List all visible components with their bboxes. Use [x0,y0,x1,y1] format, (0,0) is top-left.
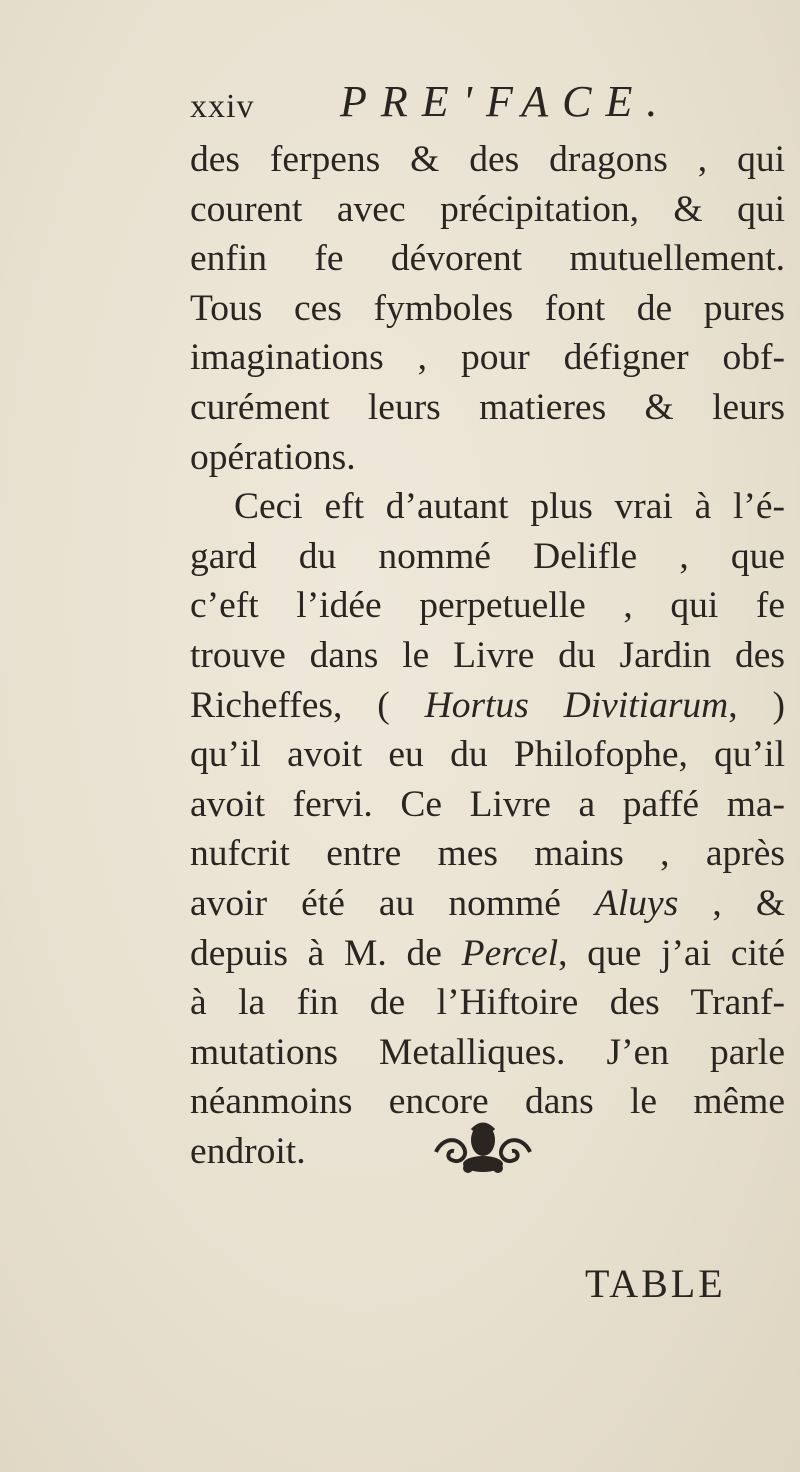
text-line: gard du nommé Delifle , que [190,535,785,577]
text-line: courent avec précipitation, & qui [190,188,785,230]
printer-ornament [428,1118,538,1178]
running-title: PRE'FACE. [340,77,672,126]
text-line: néanmoins encore dans le même [190,1081,785,1123]
page-number: xxiv [190,88,255,125]
text-line: Richeffes, ( Hortus Divitiarum, ) [190,684,785,726]
text-line: nufcrit entre mes mains , après [190,833,785,875]
text-line: à la fin de l’Hiftoire des Tranf- [190,982,785,1024]
text-line: mutations Metalliques. J’en parle [190,1031,785,1073]
text-line: Ceci eft d’autant plus vrai à l’é- [234,486,785,528]
text-line: imaginations , pour défigner obf- [190,337,785,379]
text-line: curément leurs matieres & leurs [190,386,785,428]
text-line: endroit. [190,1130,306,1172]
page-header [190,70,750,130]
text-line: c’eft l’idée perpetuelle , qui fe [190,585,785,627]
text-line: Tous ces fymboles font de pures [190,287,785,329]
text-line: enfin fe dévorent mutuellement. [190,238,785,280]
text-line: opérations. [190,436,356,478]
text-line: avoit fervi. Ce Livre a paffé ma- [190,783,785,825]
text-line: trouve dans le Livre du Jardin des [190,634,785,676]
body-text [190,135,785,1176]
text-line: avoir été au nommé Aluys , & [190,882,786,924]
catchword: TABLE [585,1261,726,1306]
text-line: depuis à M. de Percel, que j’ai cité [190,932,785,974]
text-line: qu’il avoit eu du Philofophe, qu’il [190,734,785,776]
text-line: des ferpens & des dragons , qui [190,139,785,180]
